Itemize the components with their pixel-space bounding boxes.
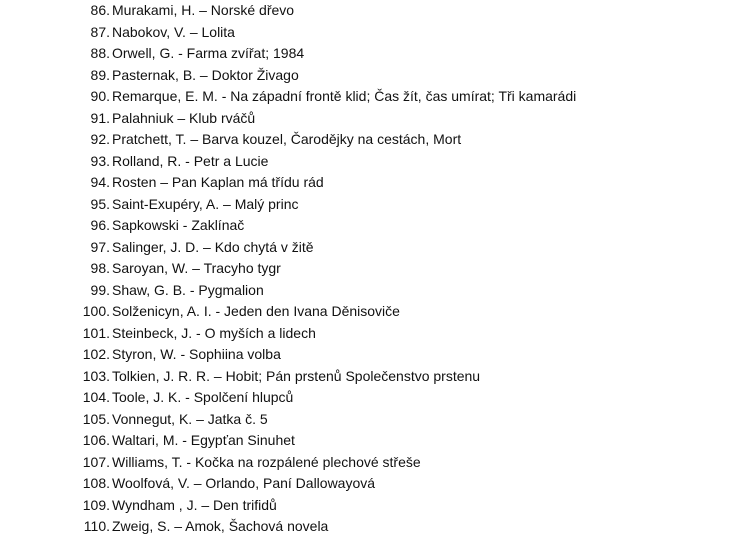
- item-text: Pasternak, B. – Doktor Živago: [112, 66, 299, 83]
- item-text: Orwell, G. - Farma zvířat; 1984: [112, 45, 305, 61]
- item-text: Toole, J. K. - Spolčení hlupců: [112, 389, 294, 405]
- item-number: 98.: [90, 260, 110, 276]
- item-number: 99.: [90, 281, 110, 298]
- item-text: Zweig, S. – Amok, Šachová novela: [112, 518, 329, 534]
- item-number: 89.: [90, 66, 110, 83]
- item-text: Woolfová, V. – Orlando, Paní Dallowayová: [112, 475, 376, 491]
- item-number: 106.: [82, 432, 110, 448]
- item-number: 91.: [90, 109, 110, 126]
- item-number: 100.: [82, 303, 110, 319]
- item-number: 95.: [90, 195, 110, 212]
- item-number: 105.: [82, 410, 110, 427]
- item-number: 104.: [82, 389, 110, 405]
- item-text: Tolkien, J. R. R. – Hobit; Pán prstenů Společenstvo prstenu: [112, 367, 481, 384]
- item-number: 108.: [82, 475, 110, 491]
- item-number: 88.: [90, 45, 110, 61]
- item-text: Salinger, J. D. – Kdo chytá v žitě: [112, 238, 314, 255]
- item-text: Rolland, R. - Petr a Lucie: [112, 152, 269, 169]
- item-number: 103.: [82, 367, 110, 384]
- item-number: 93.: [90, 152, 110, 169]
- item-number: 87.: [90, 23, 110, 40]
- item-number: 101.: [82, 324, 110, 341]
- item-text: Williams, T. - Kočka na rozpálené plechové střeše: [112, 453, 421, 470]
- item-number: 97.: [90, 238, 110, 255]
- item-text: Nabokov, V. – Lolita: [112, 23, 235, 40]
- item-text: Vonnegut, K. – Jatka č. 5: [112, 410, 268, 427]
- item-text: Wyndham , J. – Den trifidů: [112, 496, 277, 513]
- item-text: Murakami, H. – Norské dřevo: [112, 2, 295, 18]
- item-number: 96.: [90, 217, 110, 233]
- item-text: Waltari, M. - Egypťan Sinuhet: [112, 432, 295, 448]
- item-text: Pratchett, T. – Barva kouzel, Čarodějky na cestách, Mort: [112, 131, 462, 147]
- item-number: 109.: [82, 496, 110, 513]
- item-text: Solženicyn, A. I. - Jeden den Ivana Děnisoviče: [112, 303, 400, 319]
- item-text: Rosten – Pan Kaplan má třídu rád: [112, 174, 324, 190]
- item-text: Palahniuk – Klub rváčů: [112, 109, 256, 126]
- item-number: 92.: [90, 131, 110, 147]
- item-text: Saroyan, W. – Tracyho tygr: [112, 260, 281, 276]
- item-number: 94.: [90, 174, 110, 190]
- item-text: Sapkowski - Zaklínač: [112, 217, 245, 233]
- item-text: Shaw, G. B. - Pygmalion: [112, 281, 264, 298]
- item-number: 102.: [82, 346, 110, 362]
- item-text: Remarque, E. M. - Na západní frontě klid; Čas žít, čas umírat; Tři kamarádi: [112, 88, 577, 104]
- item-text: Steinbeck, J. - O myších a lidech: [112, 324, 316, 341]
- item-number: 90.: [90, 88, 110, 104]
- item-number: 107.: [82, 453, 110, 470]
- item-number: 110.: [83, 518, 110, 534]
- item-text: Styron, W. - Sophiina volba: [112, 346, 281, 362]
- item-text: Saint-Exupéry, A. – Malý princ: [112, 195, 299, 212]
- item-number: 86.: [90, 2, 110, 18]
